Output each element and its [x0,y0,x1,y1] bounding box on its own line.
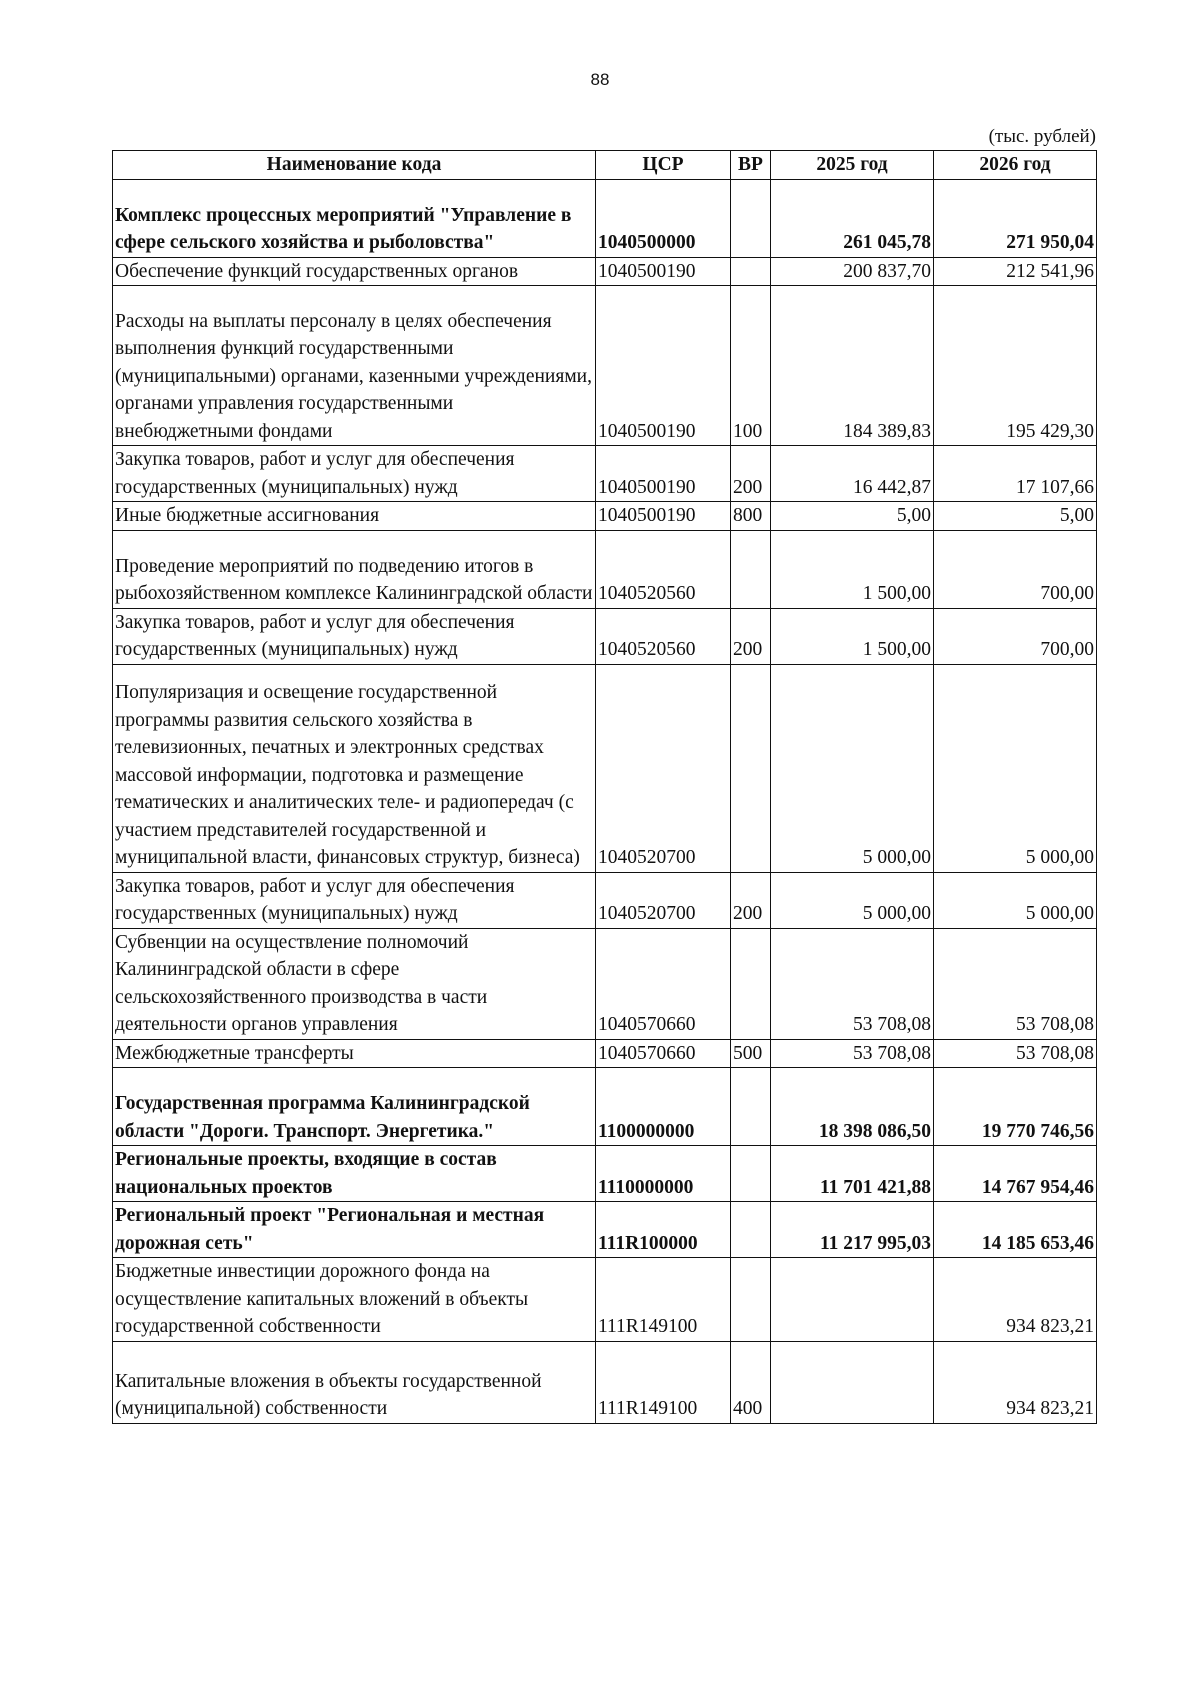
cell-vr: 800 [731,502,771,531]
cell-2025: 5 000,00 [771,664,934,872]
header-2026: 2026 год [934,151,1097,180]
cell-csr: 1110000000 [596,1146,731,1202]
cell-vr [731,530,771,608]
cell-name: Иные бюджетные ассигнования [113,502,596,531]
cell-2026: 53 708,08 [934,928,1097,1039]
cell-vr [731,1258,771,1342]
cell-csr: 1040520700 [596,664,731,872]
cell-name: Комплекс процессных мероприятий "Управление в сфере сельского хозяйства и рыболовства" [113,179,596,257]
table-row [113,872,1097,928]
cell-2026: 19 770 746,56 [934,1068,1097,1146]
cell-vr [731,1202,771,1258]
cell-name: Закупка товаров, работ и услуг для обеспечения государственных (муниципальных) нужд [113,872,596,928]
cell-csr: 111R149100 [596,1341,731,1423]
cell-vr [731,928,771,1039]
cell-2025: 200 837,70 [771,257,934,286]
cell-name: Проведение мероприятий по подведению итогов в рыбохозяйственном комплексе Калининградской области [113,530,596,608]
header-vr: ВР [731,151,771,180]
table-row [113,286,1097,446]
cell-vr: 100 [731,286,771,446]
cell-vr: 500 [731,1039,771,1068]
page-number: 88 [590,70,610,89]
table-row [113,1039,1097,1068]
cell-vr: 200 [731,446,771,502]
cell-2026: 5 000,00 [934,664,1097,872]
table-row [113,608,1097,664]
cell-name: Популяризация и освещение государственной программы развития сельского хозяйства в телевизионных, печатных и электронных средствах массовой информации, подготовка и размещение тематических и аналитических теле- и радиопередач (с участием представителей государственной и муниципальной власти, финансовых структур, бизнеса) [113,664,596,872]
cell-name: Государственная программа Калининградской области "Дороги. Транспорт. Энергетика." [113,1068,596,1146]
cell-2026: 934 823,21 [934,1341,1097,1423]
header-csr: ЦСР [596,151,731,180]
cell-2026: 934 823,21 [934,1258,1097,1342]
table-row [113,1341,1097,1423]
cell-2025: 18 398 086,50 [771,1068,934,1146]
cell-2025: 53 708,08 [771,928,934,1039]
cell-csr: 1040500190 [596,502,731,531]
cell-2025: 11 217 995,03 [771,1202,934,1258]
table-row [113,928,1097,1039]
cell-2025: 1 500,00 [771,530,934,608]
table-row [113,664,1097,872]
cell-csr: 1100000000 [596,1068,731,1146]
cell-2025: 184 389,83 [771,286,934,446]
cell-csr: 111R149100 [596,1258,731,1342]
cell-2026: 14 767 954,46 [934,1146,1097,1202]
cell-2025: 1 500,00 [771,608,934,664]
table-row [113,179,1097,257]
table-row [113,1068,1097,1146]
cell-name: Капитальные вложения в объекты государственной (муниципальной) собственности [113,1341,596,1423]
cell-csr: 1040520700 [596,872,731,928]
cell-csr: 1040500190 [596,286,731,446]
cell-2025: 16 442,87 [771,446,934,502]
cell-2026: 700,00 [934,530,1097,608]
cell-name: Закупка товаров, работ и услуг для обеспечения государственных (муниципальных) нужд [113,608,596,664]
cell-vr: 200 [731,872,771,928]
cell-vr: 200 [731,608,771,664]
cell-name: Закупка товаров, работ и услуг для обеспечения государственных (муниципальных) нужд [113,446,596,502]
cell-csr: 1040500190 [596,446,731,502]
header-name: Наименование кода [113,151,596,180]
cell-name: Обеспечение функций государственных органов [113,257,596,286]
cell-2025 [771,1258,934,1342]
cell-vr [731,664,771,872]
cell-vr [731,1068,771,1146]
cell-2026: 5,00 [934,502,1097,531]
cell-2026: 700,00 [934,608,1097,664]
cell-name: Субвенции на осуществление полномочий Калининградской области в сфере сельскохозяйственного производства в части деятельности органов управления [113,928,596,1039]
table-body [113,179,1097,1423]
cell-2026: 5 000,00 [934,872,1097,928]
cell-csr: 1040520560 [596,530,731,608]
cell-2026: 212 541,96 [934,257,1097,286]
table-row [113,1258,1097,1342]
table-row [113,257,1097,286]
cell-csr: 1040500190 [596,257,731,286]
cell-vr [731,1146,771,1202]
cell-2025: 5,00 [771,502,934,531]
cell-csr: 1040500000 [596,179,731,257]
cell-2026: 53 708,08 [934,1039,1097,1068]
table-row [113,1202,1097,1258]
cell-2025: 11 701 421,88 [771,1146,934,1202]
table-row [113,1146,1097,1202]
cell-csr: 1040520560 [596,608,731,664]
cell-2026: 14 185 653,46 [934,1202,1097,1258]
cell-2025 [771,1341,934,1423]
table-row [113,446,1097,502]
cell-csr: 1040570660 [596,1039,731,1068]
cell-vr [731,179,771,257]
header-2025: 2025 год [771,151,934,180]
cell-name: Бюджетные инвестиции дорожного фонда на осуществление капитальных вложений в объекты государственной собственности [113,1258,596,1342]
cell-2025: 5 000,00 [771,872,934,928]
cell-2025: 261 045,78 [771,179,934,257]
cell-2026: 17 107,66 [934,446,1097,502]
table-row [113,502,1097,531]
cell-name: Расходы на выплаты персоналу в целях обеспечения выполнения функций государственными (муниципальными) органами, казенными учреждениями, органами управления государственными внебюджетными фондами [113,286,596,446]
units-label: (тыс. рублей) [988,126,1096,147]
cell-csr: 111R100000 [596,1202,731,1258]
cell-name: Региональный проект "Региональная и местная дорожная сеть" [113,1202,596,1258]
header-row [113,151,1097,180]
table-row [113,530,1097,608]
cell-vr: 400 [731,1341,771,1423]
cell-2026: 195 429,30 [934,286,1097,446]
cell-vr [731,257,771,286]
cell-csr: 1040570660 [596,928,731,1039]
cell-name: Региональные проекты, входящие в состав национальных проектов [113,1146,596,1202]
cell-2026: 271 950,04 [934,179,1097,257]
budget-table [112,150,1097,1424]
cell-2025: 53 708,08 [771,1039,934,1068]
cell-name: Межбюджетные трансферты [113,1039,596,1068]
